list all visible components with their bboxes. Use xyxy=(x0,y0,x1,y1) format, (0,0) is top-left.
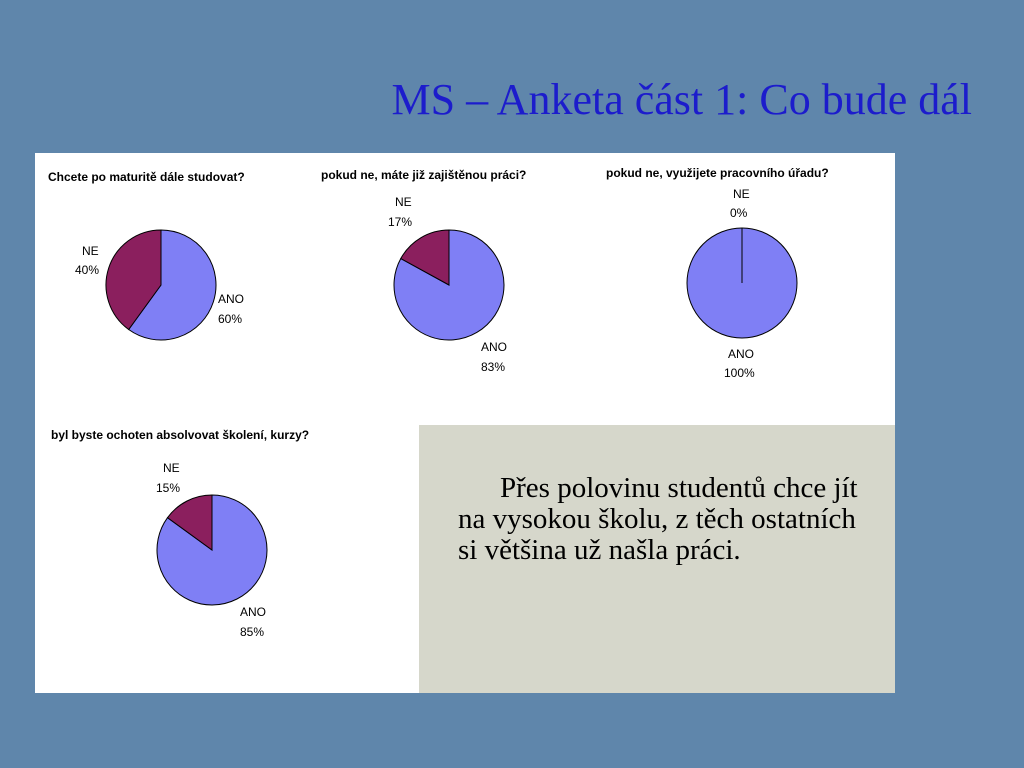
pie-chart-3 xyxy=(606,166,829,380)
chart-3-ne-category: NE xyxy=(733,187,750,201)
chart-4-ano-percent: 85% xyxy=(240,625,265,639)
chart-2-ano-percent: 83% xyxy=(481,360,506,374)
pie-chart-1 xyxy=(48,170,245,340)
pie-chart-2 xyxy=(321,168,526,374)
summary-text: Přes polovinu studentů chce jít na vysokou školu, z těch ostatních si většina už našla práci. xyxy=(458,472,858,566)
chart-4-ne-category: NE xyxy=(163,461,180,475)
chart-1-ne-percent: 40% xyxy=(75,263,100,277)
chart-1-title: Chcete po maturitě dále studovat? xyxy=(48,170,245,184)
chart-3-ano-percent: 100% xyxy=(724,366,755,380)
chart-2-title: pokud ne, máte již zajištěnou práci? xyxy=(321,168,527,182)
pie-chart-4 xyxy=(51,428,309,639)
chart-4-title: byl byste ochoten absolvovat školení, kurzy? xyxy=(51,428,310,442)
chart-2-ne-category: NE xyxy=(395,195,412,209)
chart-2-ne-percent: 17% xyxy=(388,215,413,229)
chart-4-ne-percent: 15% xyxy=(156,481,181,495)
chart-3-ano-category: ANO xyxy=(728,347,755,361)
chart-1-ano-category: ANO xyxy=(218,292,245,306)
chart-4-ano-category: ANO xyxy=(240,605,267,619)
chart-1-ano-percent: 60% xyxy=(218,312,243,326)
chart-1-ne-category: NE xyxy=(82,244,99,258)
slide-title: MS – Anketa část 1: Co bude dál xyxy=(391,75,972,124)
chart-3-ne-percent: 0% xyxy=(730,206,748,220)
chart-3-title: pokud ne, využijete pracovního úřadu? xyxy=(606,166,829,180)
chart-2-ano-category: ANO xyxy=(481,340,508,354)
